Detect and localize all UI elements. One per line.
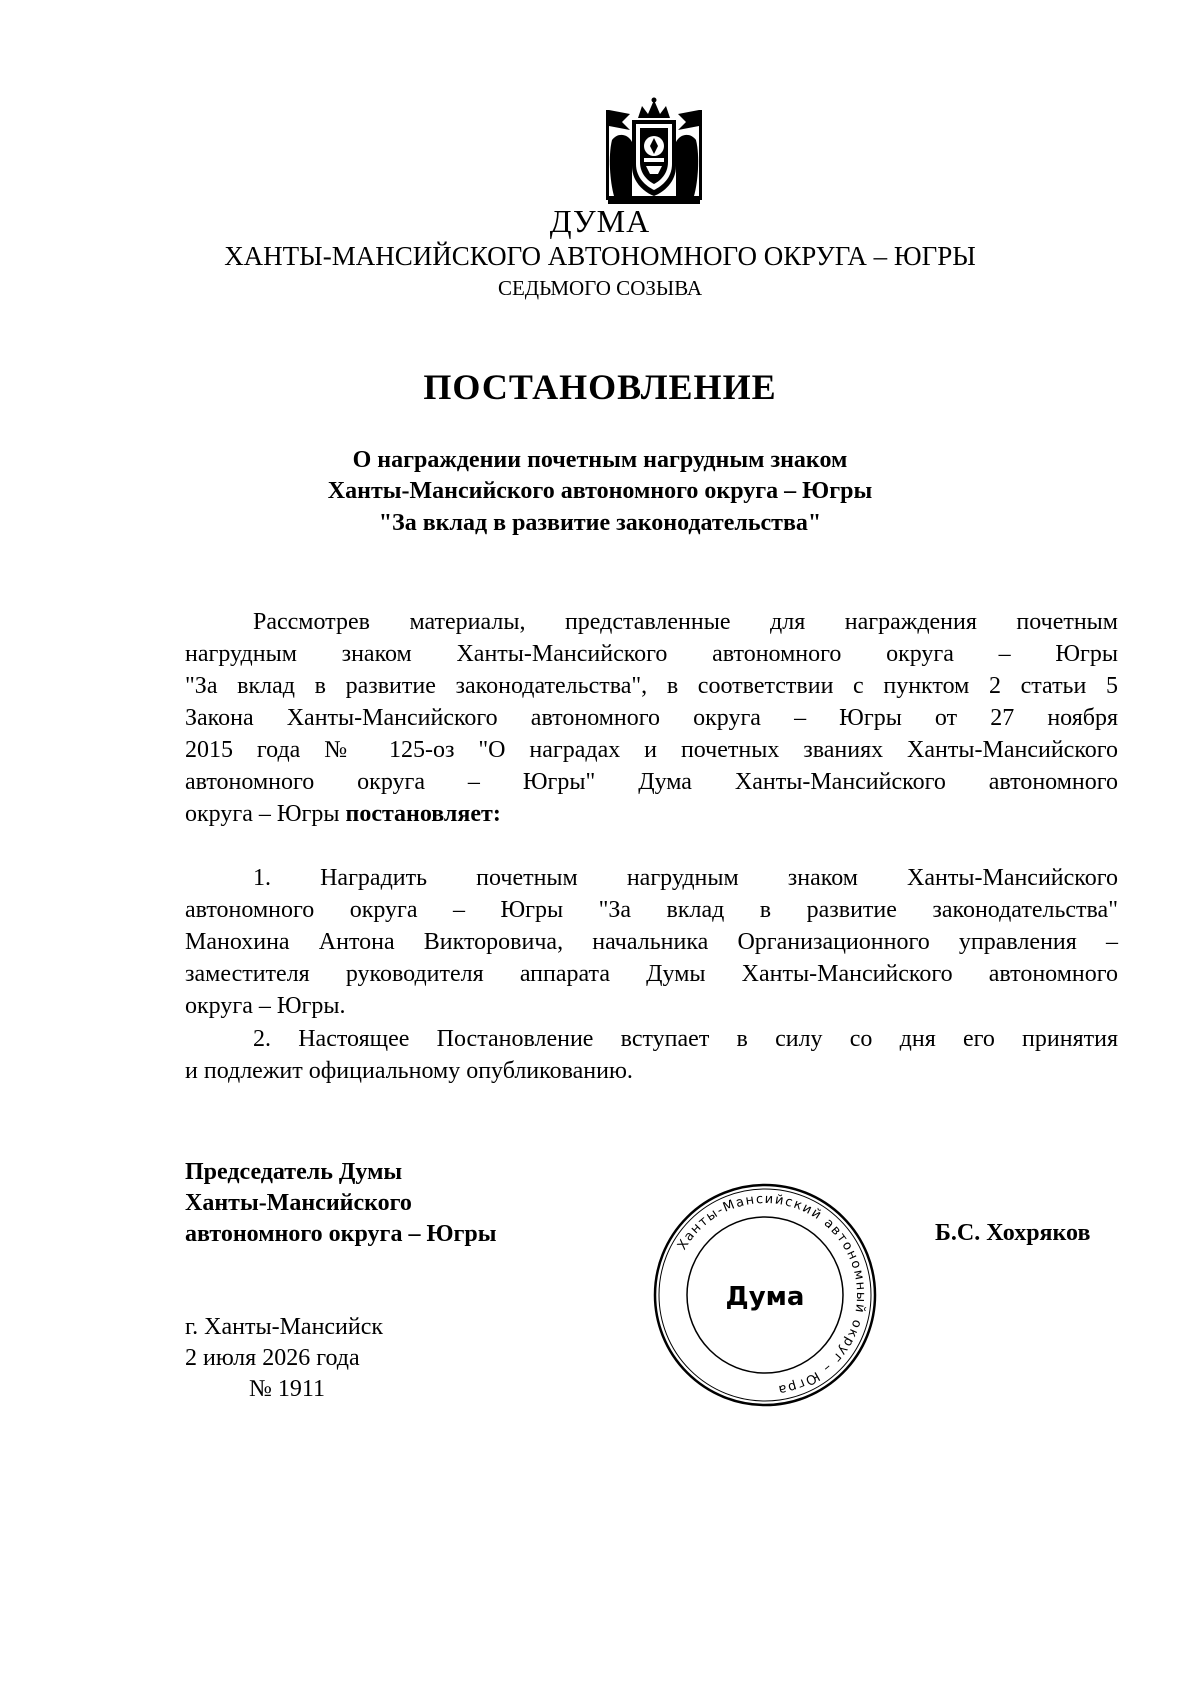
signatory-name: Б.С. Хохряков [935, 1220, 1091, 1246]
signatory-position-line: Ханты-Мансийского [185, 1190, 412, 1216]
preamble-paragraph [185, 606, 1118, 830]
preamble-line: автономного округа – Югры" Дума Ханты-Мансийского автономного [185, 769, 1118, 795]
preamble-last-line [185, 798, 1118, 830]
preamble-line: "За вклад в развитие законодательства", в соответствии с пунктом 2 статьи 5 [185, 673, 1118, 699]
stamp-ring-text: Ханты-Мансийский автономный округ – Югра [674, 1191, 869, 1398]
item-line: Манохина Антона Викторовича, начальника Организационного управления – [185, 929, 1118, 955]
signatory-position-line: Председатель Думы [185, 1159, 403, 1185]
resolution-item-1 [185, 862, 1118, 1022]
item-line: автономного округа – Югры "За вклад в развитие законодательства" [185, 897, 1118, 923]
convocation-label: СЕДЬМОГО СОЗЫВА [497, 276, 703, 300]
item-line: 1. Наградить почетным нагрудным знаком Ханты-Мансийского [253, 865, 1118, 891]
authority-name: ДУМА [549, 203, 651, 239]
signatory-position-line: автономного округа – Югры [185, 1221, 497, 1247]
official-seal-stamp [650, 1180, 880, 1410]
item-line: заместителя руководителя аппарата Думы Ханты-Мансийского автономного [185, 961, 1118, 987]
document-type: ПОСТАНОВЛЕНИЕ [423, 367, 777, 407]
coat-of-arms-emblem [598, 96, 710, 208]
item-last-line: и подлежит официальному опубликованию. [185, 1058, 633, 1084]
document-title-line: Ханты-Мансийского автономного округа – Югры [327, 478, 873, 504]
document-number: № 1911 [249, 1376, 326, 1402]
preamble-line: Закона Ханты-Мансийского автономного округа – Югры от 27 ноября [185, 705, 1118, 731]
signatory-position [185, 1157, 496, 1250]
preamble-last-text: округа – Югры [185, 801, 346, 827]
preamble-line: нагрудным знаком Ханты-Мансийского автономного округа – Югры [185, 641, 1118, 667]
stamp-center-text: Дума [725, 1282, 805, 1312]
resolves-keyword: постановляет: [345, 801, 501, 827]
preamble-line: 2015 года № 125-оз "О наградах и почетных званиях Ханты-Мансийского [185, 737, 1118, 763]
item-line: 2. Настоящее Постановление вступает в силу со дня его принятия [253, 1026, 1118, 1052]
preamble-line: Рассмотрев материалы, представленные для награждения почетным [253, 609, 1118, 635]
item-last-line: округа – Югры. [185, 993, 346, 1019]
document-title-line: О награждении почетным нагрудным знаком [352, 447, 848, 473]
region-name: ХАНТЫ-МАНСИЙСКОГО АВТОНОМНОГО ОКРУГА – ЮГРЫ [224, 241, 976, 271]
resolution-item-2 [185, 1023, 1118, 1087]
document-place: г. Ханты-Мансийск [185, 1314, 384, 1340]
document-title-line: "За вклад в развитие законодательства" [378, 510, 822, 536]
place-date-number [185, 1312, 383, 1405]
document-date: 2 июля 2026 года [185, 1345, 360, 1371]
